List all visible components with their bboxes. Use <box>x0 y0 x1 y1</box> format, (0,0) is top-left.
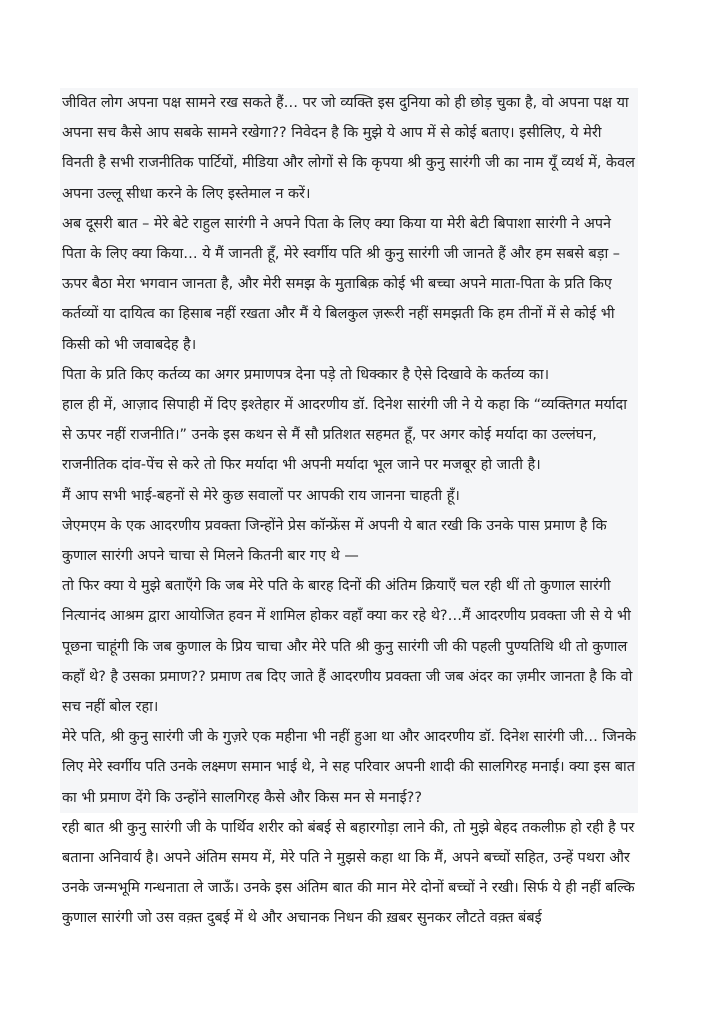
paragraph-3: पिता के प्रति किए कर्तव्य का अगर प्रमाणपत्र देना पड़े तो धिक्कार है ऐसे दिखावे के कर्तव्य का। <box>60 360 638 390</box>
paragraph-9: रही बात श्री कुनु सारंगी जी के पार्थिव शरीर को बंबई से बहारगोड़ा लाने की, तो मुझे बेहद तकलीफ़ हो रही है पर बताना अनिवार्य है। अपने अंतिम समय में, मेरे पति ने मुझसे कहा था कि मैं, अपने बच्चों सहित, उन्हें पथरा और उनके जन्मभूमि गन्धनाता ले जाऊँ। उनके इस अंतिम बात की मान मेरे दोनों बच्चों ने रखी। सिर्फ ये ही नहीं बल्कि कुणाल सारंगी जो उस वक़्त दुबई में थे और अचानक निधन की ख़बर सुनकर लौटते वक़्त बंबई <box>60 813 638 934</box>
paragraph-2: अब दूसरी बात – मेरे बेटे राहुल सारंगी ने अपने पिता के लिए क्या किया या मेरी बेटी बिपाशा सारंगी ने अपने पिता के लिए क्या किया… ये मैं जानती हूँ, मेरे स्वर्गीय पति श्री कुनु सारंगी जी जानते हैं और हम सबसे बड़ा – ऊपर बैठा मेरा भगवान जानता है, और मेरी समझ के मुताबिक़ कोई भी बच्चा अपने माता-पिता के प्रति किए कर्तव्यों या दायित्व का हिसाब नहीं रखता और मैं ये बिलकुल ज़रूरी नहीं समझती कि हम तीनों में से कोई भी किसी को भी जवाबदेह है। <box>60 209 638 360</box>
paragraph-8: मेरे पति, श्री कुनु सारंगी जी के गुज़रे एक महीना भी नहीं हुआ था और आदरणीय डॉ. दिनेश सारंगी जी… जिनके लिए मेरे स्वर्गीय पति उनके लक्ष्मण समान भाई थे, ने सह परिवार अपनी शादी की सालगिरह मनाई। क्या इस बात का भी प्रमाण देंगे कि उन्होंने सालगिरह कैसे और किस मन से मनाई?? <box>60 722 638 813</box>
paragraph-6: जेएमएम के एक आदरणीय प्रवक्ता जिन्होंने प्रेस कॉन्फ्रेंस में अपनी ये बात रखी कि उनके पास प्रमाण है कि कुणाल सारंगी अपने चाचा से मिलने कितनी बार गए थे — <box>60 511 638 571</box>
paragraph-5: मैं आप सभी भाई-बहनों से मेरे कुछ सवालों पर आपकी राय जानना चाहती हूँ। <box>60 481 638 511</box>
document-body <box>60 88 638 934</box>
paragraph-7: तो फिर क्या ये मुझे बताएँगे कि जब मेरे पति के बारह दिनों की अंतिम क्रियाएँ चल रही थीं तो कुणाल सारंगी नित्यानंद आश्रम द्वारा आयोजित हवन में शामिल होकर वहाँ क्या कर रहे थे?…मैं आदरणीय प्रवक्ता जी से ये भी पूछना चाहूंगी कि जब कुणाल के प्रिय चाचा और मेरे पति श्री कुनु सारंगी जी की पहली पुण्यतिथि थी तो कुणाल कहाँ थे? है उसका प्रमाण?? प्रमाण तब दिए जाते हैं आदरणीय प्रवक्ता जी जब अंदर का ज़मीर जानता है कि वो सच नहीं बोल रहा। <box>60 571 638 722</box>
paragraph-1: जीवित लोग अपना पक्ष सामने रख सकते हैं… पर जो व्यक्ति इस दुनिया को ही छोड़ चुका है, वो अपना पक्ष या अपना सच कैसे आप सबके सामने रखेगा?? निवेदन है कि मुझे ये आप में से कोई बताए। इसीलिए, ये मेरी विनती है सभी राजनीतिक पार्टियों, मीडिया और लोगों से कि कृपया श्री कुनु सारंगी जी का नाम यूँ व्यर्थ में, केवल अपना उल्लू सीधा करने के लिए इस्तेमाल न करें। <box>60 88 638 209</box>
paragraph-4: हाल ही में, आज़ाद सिपाही में दिए इश्तेहार में आदरणीय डॉ. दिनेश सारंगी जी ने ये कहा कि “व्यक्तिगत मर्यादा से ऊपर नहीं राजनीति।” उनके इस कथन से मैं सौ प्रतिशत सहमत हूँ, पर अगर कोई मर्यादा का उल्लंघन, राजनीतिक दांव-पेंच से करे तो फिर मर्यादा भी अपनी मर्यादा भूल जाने पर मजबूर हो जाती है। <box>60 390 638 481</box>
